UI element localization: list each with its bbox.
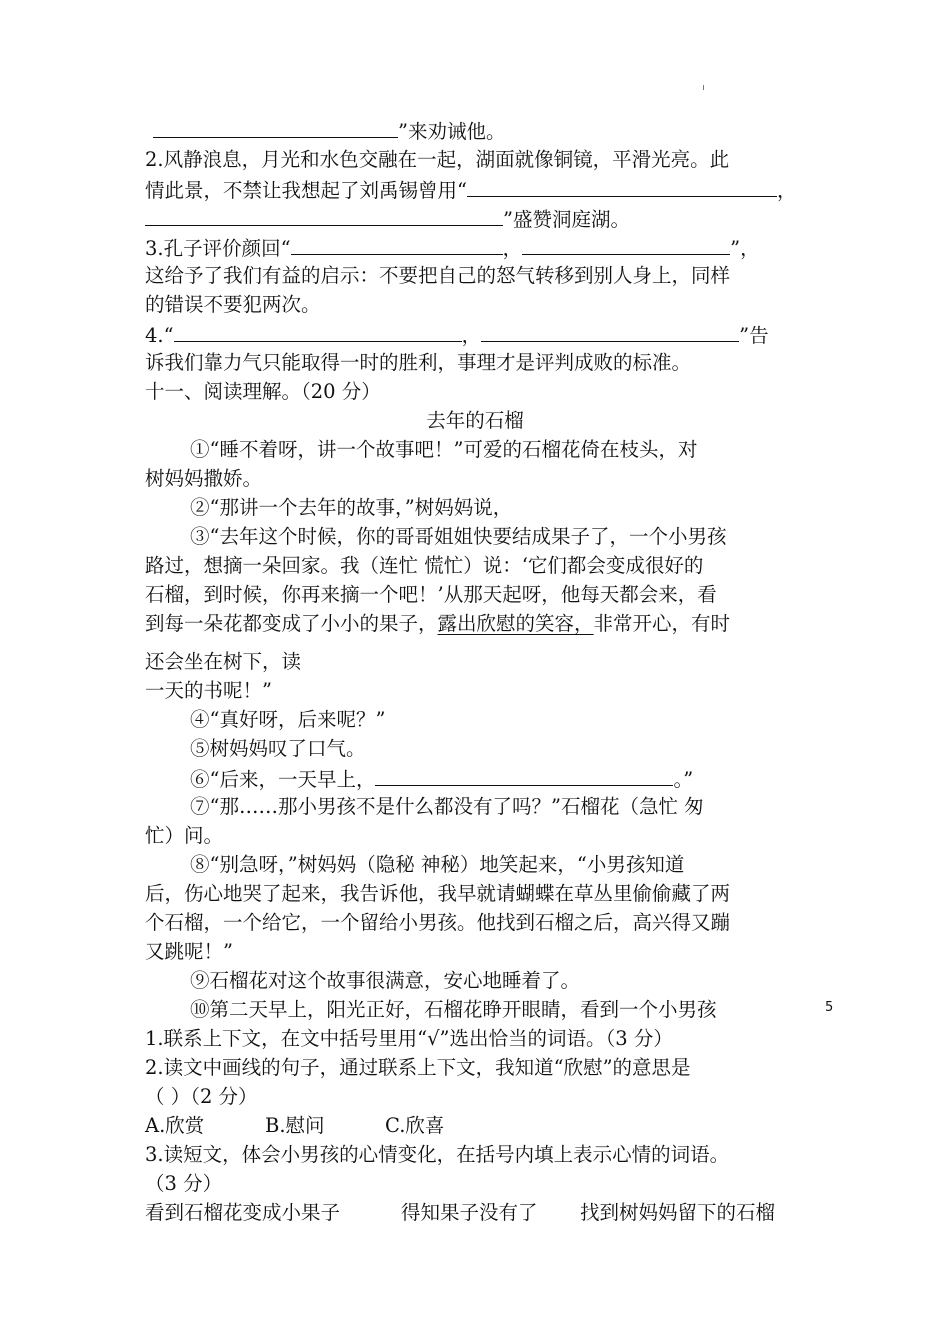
answer-blank[interactable] — [375, 763, 673, 786]
paragraph-8-line-c: 个石榴，一个给它，一个留给小男孩。他找到石榴之后，高兴得又蹦 — [145, 911, 731, 934]
option-c[interactable]: C.欣喜 — [385, 1114, 445, 1137]
paragraph-4: ④“真好呀，后来呢？” — [190, 708, 386, 731]
question-3-score: （3 分） — [145, 1172, 223, 1195]
paragraph-5: ⑤树妈妈叹了口气。 — [190, 737, 366, 760]
paragraph-3-line-f: 一天的书呢！” — [145, 679, 272, 702]
question-1: 1.联系上下文，在文中括号里用“√”选出恰当的词语。（3 分） — [145, 1027, 673, 1050]
paragraph-3-line-a: ③“去年这个时候，你的哥哥姐姐快要结成果子了，一个小男孩 — [190, 525, 727, 548]
question-3-stages — [145, 1198, 810, 1227]
underlined-sentence: 露出欣慰的笑容， — [437, 612, 594, 635]
scan-mark — [703, 85, 704, 90]
answer-blank[interactable] — [467, 174, 777, 197]
paragraph-2: ②“那讲一个去年的故事，”树妈妈说， — [190, 496, 513, 519]
paragraph-9: ⑨石榴花对这个故事很满意，安心地睡着了。 — [190, 969, 581, 992]
answer-blank[interactable] — [522, 232, 730, 255]
question-3-line-a: 3.孔子评价颜回“ ， ”， — [145, 232, 810, 263]
answer-blank[interactable] — [145, 203, 503, 226]
paragraph-3-line-b: 路过，想摘一朵回家。我（连忙 慌忙）说：‘它们都会变成很好的 — [145, 554, 704, 577]
question-3-prompt: 3.读短文，体会小男孩的心情变化，在括号内填上表示心情的词语。 — [145, 1143, 730, 1166]
stage-1: 看到石榴花变成小果子 — [145, 1201, 341, 1224]
paragraph-1-line-b: 树妈妈撒娇。 — [145, 467, 263, 490]
question-4-line-b: 诉我们靠力气只能取得一时的胜利，事理才是评判成败的标准。 — [145, 351, 692, 374]
paragraph-7-line-a: ⑦“那……那小男孩不是什么都没有了吗？”石榴花（急忙 匆 — [190, 795, 704, 818]
paragraph-1-line-a: ①“睡不着呀，讲一个故事吧！”可爱的石榴花倚在枝头，对 — [190, 438, 698, 461]
paragraph-3-line-d: 到每一朵花都变成了小小的果子，露出欣慰的笑容，非常开心，有时 — [145, 612, 731, 635]
question-2-line-a: 2.风静浪息，月光和水色交融在一起，湖面就像铜镜，平滑光亮。此 — [145, 148, 730, 171]
stage-3: 找到树妈妈留下的石榴 — [580, 1201, 776, 1224]
paragraph-8-line-a: ⑧“别急呀，”树妈妈（隐秘 神秘）地笑起来，“小男孩知道 — [190, 853, 685, 876]
answer-blank[interactable] — [153, 115, 398, 138]
question-2-line-c: ”盛赞洞庭湖。 — [145, 203, 810, 234]
paragraph-8-line-b: 后，伤心地哭了起来，我告诉他，我早就请蝴蝶在草丛里偷偷藏了两 — [145, 882, 731, 905]
option-b[interactable]: B.慰问 — [265, 1114, 325, 1137]
question-4-line-a: 4.“ ， ”告 — [145, 319, 810, 350]
paragraph-7-line-b: 忙）问。 — [145, 824, 224, 847]
passage-title: 去年的石榴 — [426, 409, 524, 432]
question-3-line-b: 这给予了我们有益的启示：不要把自己的怒气转移到别人身上，同样 — [145, 264, 731, 287]
answer-blank[interactable] — [291, 232, 503, 255]
question-2-bracket: （ ）（2 分） — [145, 1085, 258, 1108]
question-3-line-c: 的错误不要犯两次。 — [145, 293, 321, 316]
question-2-prompt: 2.读文中画线的句子，通过联系上下文，我知道“欣慰”的意思是 — [145, 1056, 691, 1079]
section-heading: 十一、阅读理解。（20 分） — [145, 380, 381, 403]
paragraph-10: ⑩第二天早上，阳光正好，石榴花睁开眼睛，看到一个小男孩 — [190, 998, 717, 1021]
paragraph-8-line-d: 又跳呢！” — [145, 940, 233, 963]
option-a[interactable]: A.欣赏 — [145, 1114, 205, 1137]
answer-blank[interactable] — [481, 319, 739, 342]
answer-blank[interactable] — [174, 319, 462, 342]
paragraph-3-line-e: 还会坐在树下，读 — [145, 650, 302, 673]
page-number: 5 — [825, 1000, 834, 1015]
question-2-line-b: 情此景，不禁让我想起了刘禹锡曾用“ ， — [145, 174, 810, 205]
stage-2: 得知果子没有了 — [401, 1201, 538, 1224]
question-2-options — [145, 1111, 810, 1140]
paragraph-3-line-c: 石榴，到时候，你再来摘一个吧！’从那天起呀，他每天都会来，看 — [145, 583, 717, 606]
paragraph-6: ⑥“后来，一天早上， 。” — [190, 763, 855, 794]
fill-line-0: ”来劝诫他。 — [145, 115, 810, 146]
